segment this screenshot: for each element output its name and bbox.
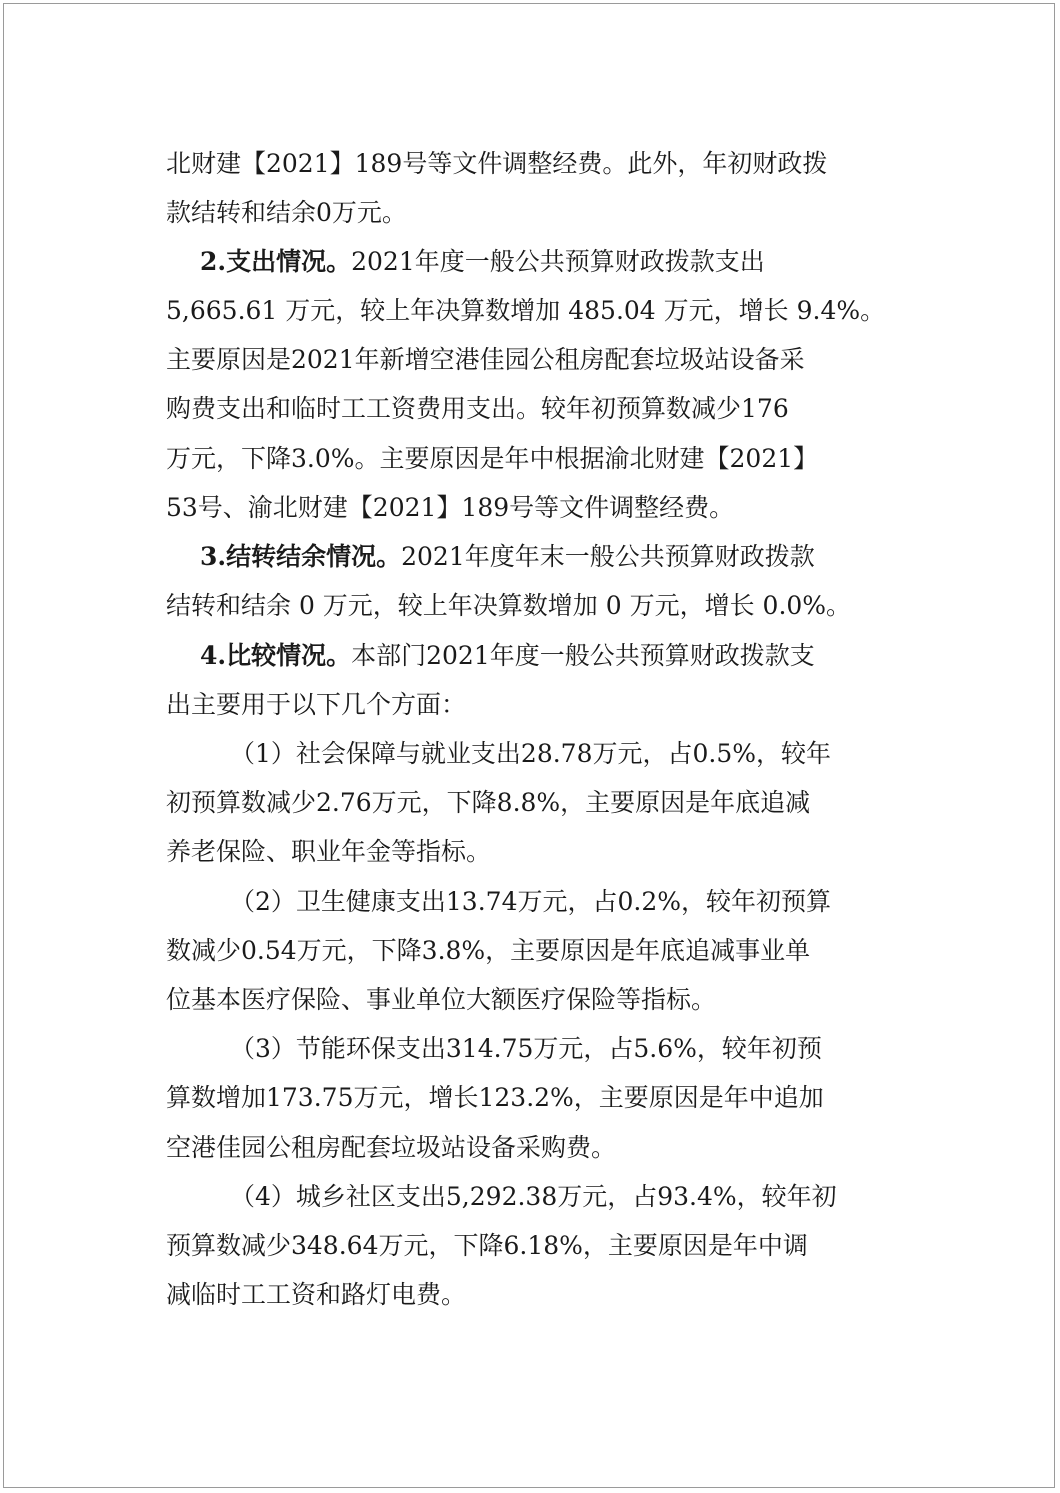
text-line: 购费支出和临时工工资费用支出。较年初预算数减少176 [166, 394, 789, 423]
heading-expenditure: 2.支出情况。 [200, 247, 352, 276]
text-line: 2021年度一般公共预算财政拨款支出 [351, 247, 765, 276]
text-line: （3）节能环保支出314.75万元，占5.6%，较年初预 [230, 1034, 822, 1063]
text-line: 预算数减少348.64万元，下降6.18%，主要原因是年中调 [166, 1231, 808, 1260]
paragraph-expenditure [200, 246, 765, 278]
text-line: 出主要用于以下几个方面： [166, 690, 467, 719]
text-line: 北财建【2021】189号等文件调整经费。此外，年初财政拨 [166, 149, 828, 178]
text-line: 本部门2021年度一般公共预算财政拨款支 [351, 641, 815, 670]
paragraph-comparison [200, 640, 815, 672]
paragraph-carryover [200, 541, 815, 573]
text-line: 主要原因是2021年新增空港佳园公租房配套垃圾站设备采 [166, 345, 805, 374]
text-line: （1）社会保障与就业支出28.78万元，占0.5%，较年 [230, 739, 831, 768]
text-line: 位基本医疗保险、事业单位大额医疗保险等指标。 [166, 985, 717, 1014]
text-line: 2021年度年末一般公共预算财政拨款 [401, 542, 815, 571]
text-line: 空港佳园公租房配套垃圾站设备采购费。 [166, 1133, 617, 1162]
text-line: 53号、渝北财建【2021】189号等文件调整经费。 [166, 493, 735, 522]
heading-comparison: 4.比较情况。 [200, 641, 352, 670]
text-line: 结转和结余 0 万元，较上年决算数增加 0 万元，增长 0.0%。 [166, 591, 852, 620]
text-line: 减临时工工资和路灯电费。 [166, 1280, 467, 1309]
text-line: （4）城乡社区支出5,292.38万元，占93.4%，较年初 [230, 1182, 837, 1211]
text-line: 款结转和结余0万元。 [166, 198, 407, 227]
text-line: 万元，下降3.0%。主要原因是年中根据渝北财建【2021】 [166, 444, 819, 473]
text-line: 养老保险、职业年金等指标。 [166, 837, 492, 866]
text-line: 初预算数减少2.76万元，下降8.8%，主要原因是年底追减 [166, 788, 811, 817]
text-line: （2）卫生健康支出13.74万元，占0.2%，较年初预算 [230, 887, 831, 916]
heading-carryover: 3.结转结余情况。 [200, 542, 402, 571]
text-line: 算数增加173.75万元，增长123.2%，主要原因是年中追加 [166, 1083, 824, 1112]
text-line: 数减少0.54万元，下降3.8%，主要原因是年底追减事业单 [166, 936, 811, 965]
text-line: 5,665.61 万元，较上年决算数增加 485.04 万元，增长 9.4%。 [166, 296, 886, 325]
